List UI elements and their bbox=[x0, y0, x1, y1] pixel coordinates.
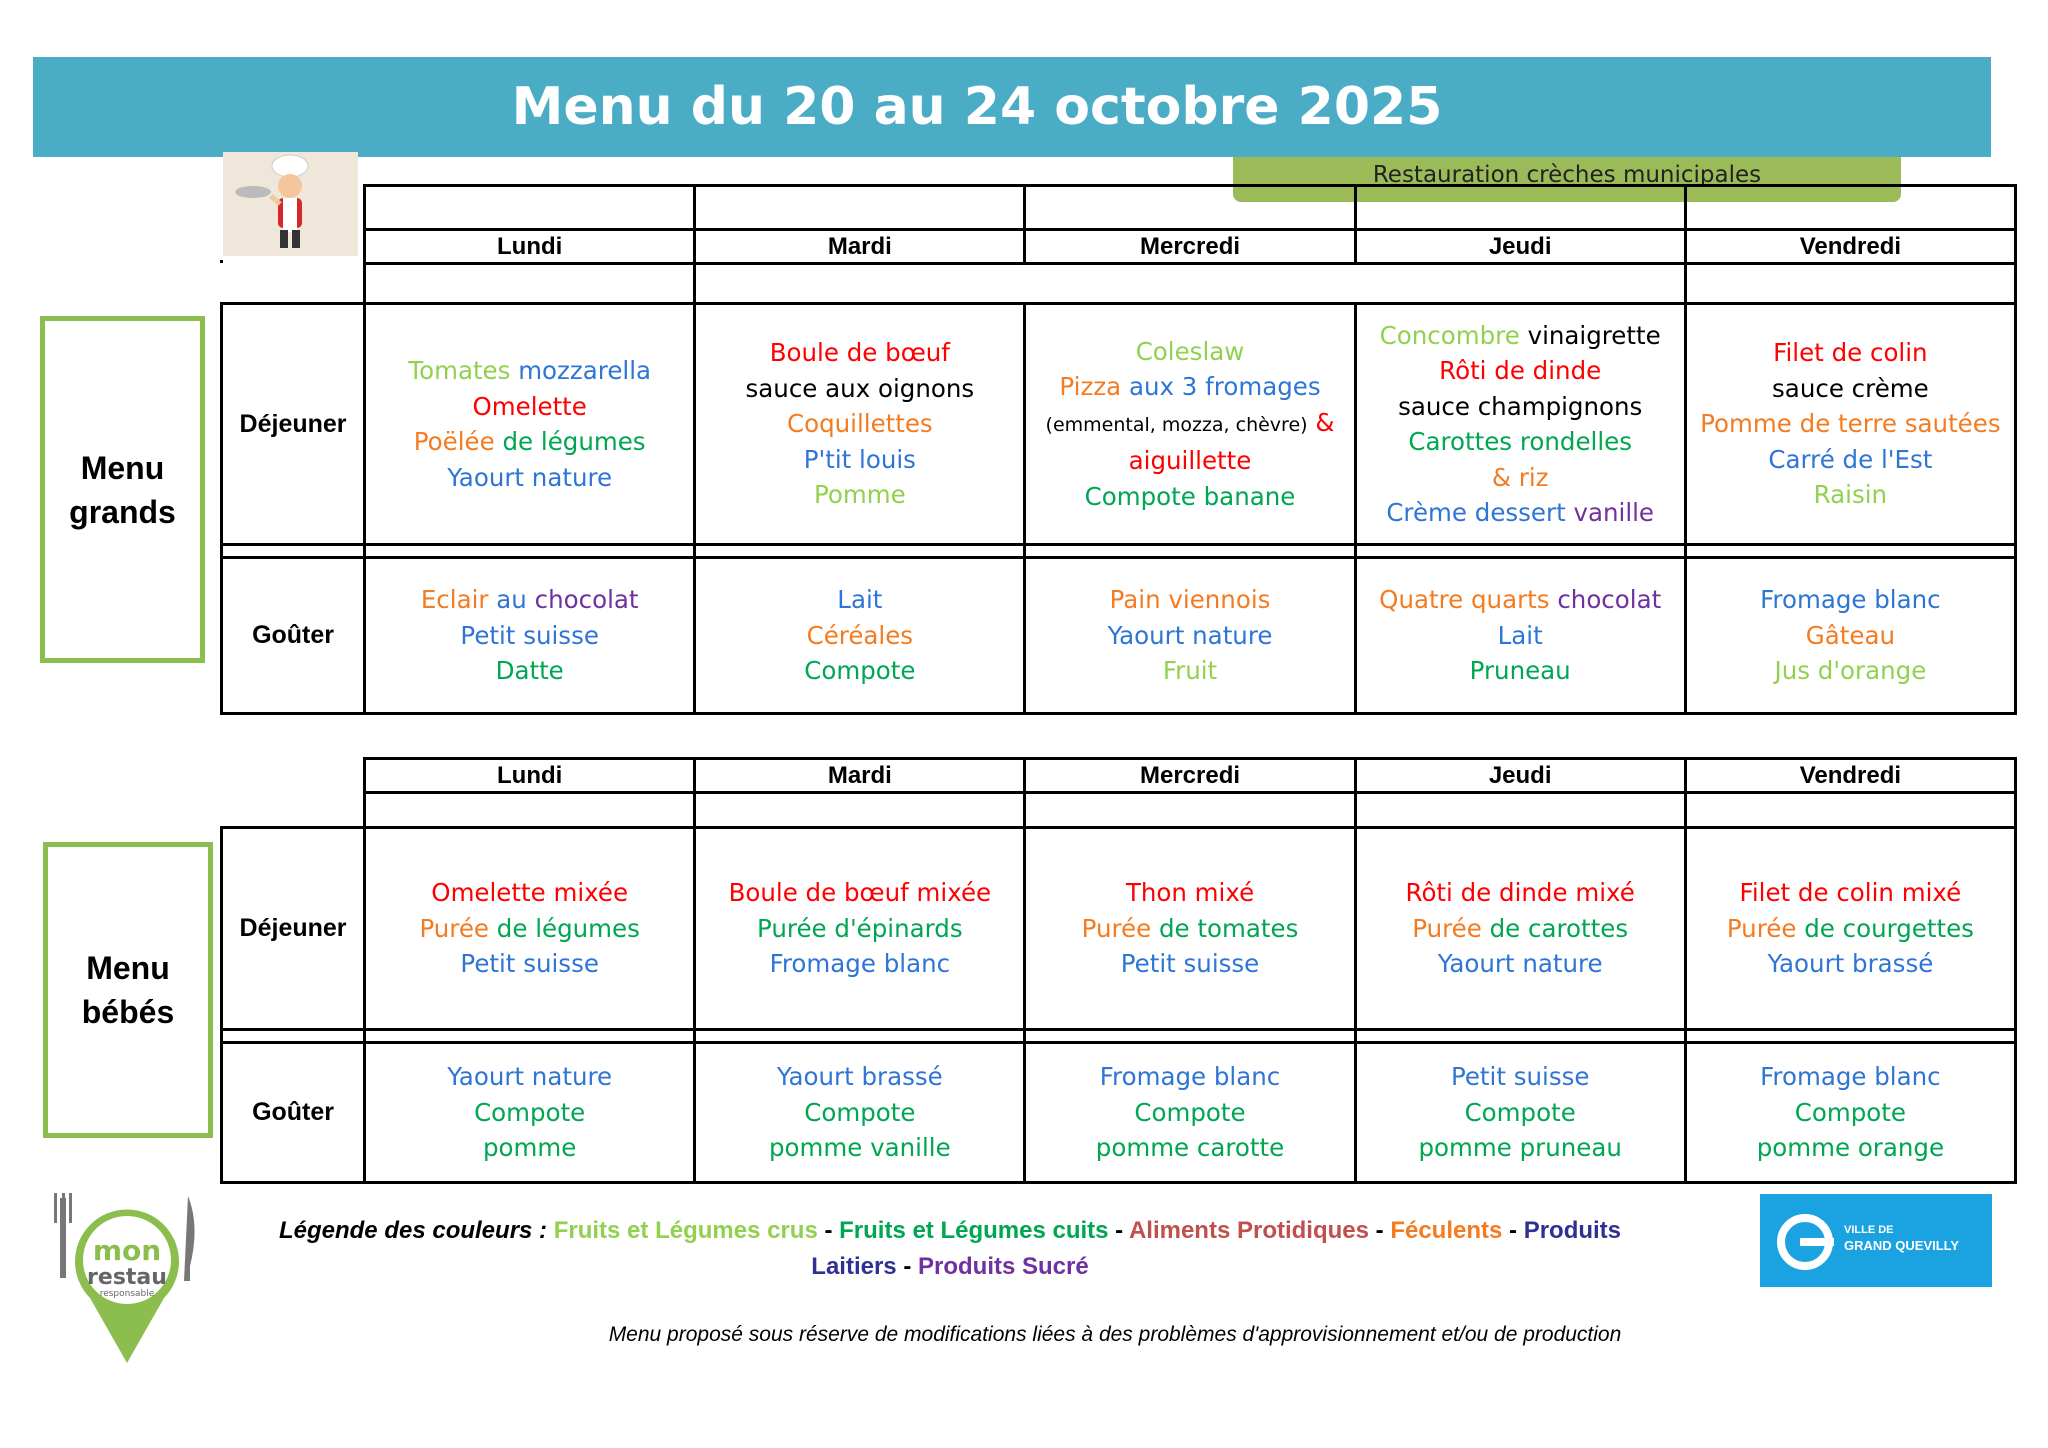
day-header-row bbox=[222, 759, 2016, 793]
menu-item-text: Lait bbox=[1497, 620, 1543, 650]
menu-item-text: Produits bbox=[1523, 1217, 1622, 1244]
menu-item-text: Boule de bœuf bbox=[769, 338, 950, 368]
menu-item-text: Tomates bbox=[408, 356, 511, 385]
menu-item-text: pomme orange bbox=[1756, 1133, 1945, 1163]
menu-item-text: Compote banane bbox=[1084, 481, 1296, 511]
day-header: Lundi bbox=[365, 230, 695, 264]
menu-item-text: Thon mixé bbox=[1125, 878, 1255, 908]
day-header: Mercredi bbox=[1025, 759, 1355, 793]
menu-cell bbox=[1025, 558, 1355, 714]
menu-item-text: Aliments Protidiques bbox=[1128, 1217, 1369, 1244]
menu-item-text: de courgettes bbox=[1796, 913, 1974, 943]
menu-item-text: aiguillette bbox=[1128, 446, 1252, 476]
menu-cell bbox=[365, 558, 695, 714]
gouter-label: Goûter bbox=[222, 558, 365, 714]
subtitle-tab: Restauration crèches municipales bbox=[1233, 157, 1901, 202]
day-header: Vendredi bbox=[1685, 230, 2015, 264]
menu-grands-label-1: Menu bbox=[80, 449, 165, 486]
menu-item-text: Purée d'épinards bbox=[757, 913, 963, 943]
menu-cell bbox=[1685, 304, 2015, 545]
menu-item-text: Céréales bbox=[806, 620, 914, 650]
menu-item-text: Yaourt nature bbox=[447, 462, 613, 492]
day-header: Lundi bbox=[365, 759, 695, 793]
menu-item-text: Fruits et Légumes cuits bbox=[839, 1217, 1109, 1244]
menu-item-text: Fromage blanc bbox=[1760, 1062, 1941, 1092]
menu-bebes-table bbox=[220, 757, 2017, 1184]
menu-item-text: mozzarella bbox=[510, 356, 652, 385]
menu-item-text: Jus d'orange bbox=[1774, 656, 1927, 686]
day-header-row bbox=[222, 230, 2016, 264]
menu-grands-box bbox=[40, 316, 205, 663]
menu-item-text: Petit suisse bbox=[1120, 949, 1260, 979]
menu-item-text: - bbox=[1108, 1217, 1129, 1244]
menu-item-text: Yaourt brassé bbox=[1767, 949, 1934, 979]
menu-item-text: vanille bbox=[1565, 498, 1655, 527]
menu-item-text: Petit suisse bbox=[1450, 1062, 1590, 1092]
menu-item-text: Pain viennois bbox=[1109, 585, 1271, 615]
menu-item-text: choc bbox=[534, 585, 593, 615]
menu-grands-label-2: grands bbox=[69, 493, 176, 530]
menu-item-text: P'tit louis bbox=[803, 444, 916, 474]
menu-item-text: Compote bbox=[1134, 1097, 1246, 1127]
menu-item-text: Poëlée bbox=[413, 427, 495, 456]
menu-item-text: Féculents bbox=[1390, 1217, 1503, 1244]
menu-item-text: - bbox=[1369, 1217, 1391, 1244]
menu-item-text: Carré de l'Est bbox=[1768, 444, 1933, 474]
gouter-row bbox=[222, 558, 2016, 714]
menu-item-text: de carottes bbox=[1481, 913, 1629, 943]
legend-title: Légende des couleurs : bbox=[278, 1217, 548, 1244]
day-header: Mardi bbox=[695, 759, 1025, 793]
menu-cell bbox=[1685, 828, 2015, 1030]
menu-cell bbox=[1355, 558, 1685, 714]
menu-item-text: & riz bbox=[1491, 462, 1549, 492]
legend-items bbox=[554, 1217, 1621, 1280]
menu-item-text: sauce aux oignons bbox=[745, 373, 975, 403]
menu-item-text: Boule de bœuf mixée bbox=[728, 878, 992, 908]
menu-item-text: de tomates bbox=[1151, 913, 1299, 943]
logo-right-line1: VILLE DE bbox=[1844, 1224, 1894, 1236]
grand-quevilly-logo bbox=[1760, 1194, 1992, 1287]
menu-cell bbox=[1355, 828, 1685, 1030]
menu-cell bbox=[695, 1043, 1025, 1183]
dejeuner-row bbox=[222, 828, 2016, 1030]
menu-cell bbox=[1025, 828, 1355, 1030]
menu-item-text: Carottes rondelles bbox=[1408, 427, 1632, 456]
menu-item-text: chocolat bbox=[1549, 585, 1662, 615]
menu-cell bbox=[1685, 558, 2015, 714]
menu-cell bbox=[1685, 1043, 2015, 1183]
menu-bebes-box bbox=[43, 842, 213, 1138]
menu-item-text: Pizza bbox=[1059, 372, 1122, 402]
menu-item-text: Fromage blanc bbox=[769, 949, 951, 979]
dejeuner-label: Déjeuner bbox=[222, 828, 365, 1030]
menu-item-text: Pomme de terre sautées bbox=[1700, 409, 2001, 439]
menu-item-text: Eclair bbox=[420, 585, 489, 615]
menu-item-text: - bbox=[817, 1217, 840, 1244]
menu-cell bbox=[365, 828, 695, 1030]
menu-item-text: Fromage blanc bbox=[1099, 1062, 1281, 1092]
menu-item-text: Coquillettes bbox=[786, 409, 933, 439]
menu-item-text: Rôti de dinde mixé bbox=[1405, 878, 1635, 908]
menu-item-text: Fruits et Légumes crus bbox=[553, 1217, 818, 1244]
day-header: Jeudi bbox=[1355, 230, 1685, 264]
menu-item-text: & bbox=[1307, 407, 1335, 437]
day-header: Vendredi bbox=[1685, 759, 2015, 793]
menu-item-text: Rôti de dinde bbox=[1439, 356, 1602, 385]
menu-cell bbox=[1355, 304, 1685, 545]
menu-item-text: Purée bbox=[1726, 913, 1797, 943]
menu-item-text: Concombre bbox=[1379, 320, 1520, 350]
disclaimer-note: Menu proposé sous réserve de modifications liées à des problèmes d'approvisionnement et/ou de production bbox=[608, 1323, 1622, 1346]
gouter-row bbox=[222, 1043, 2016, 1183]
menu-item-text: pomme carotte bbox=[1095, 1133, 1285, 1163]
menu-item-text: Purée bbox=[419, 913, 489, 943]
menu-item-text: aux 3 fromages bbox=[1121, 372, 1321, 402]
menu-cell bbox=[365, 1043, 695, 1183]
menu-item-text: Compote bbox=[474, 1097, 586, 1127]
menu-cell bbox=[365, 304, 695, 545]
menu-item-text: - bbox=[1502, 1217, 1524, 1244]
day-header: Mercredi bbox=[1025, 230, 1355, 264]
menu-item-text: Yaourt nature bbox=[1107, 620, 1273, 650]
logo-right-line2: GRAND QUEVILLY bbox=[1844, 1238, 1960, 1253]
menu-item-text: (emmental, mozza, chèvre) bbox=[1045, 413, 1308, 436]
menu-item-text: Compote bbox=[804, 1097, 916, 1127]
menu-item-text: Yaourt nature bbox=[1437, 949, 1603, 979]
menu-item-text: Pruneau bbox=[1469, 656, 1571, 686]
mon-restau-logo bbox=[52, 1188, 202, 1363]
menu-item-text: Compote bbox=[1794, 1097, 1906, 1127]
menu-item-text: Compote bbox=[1464, 1097, 1576, 1127]
menu-item-text: Pomme bbox=[813, 480, 906, 510]
menu-cell bbox=[1355, 1043, 1685, 1183]
menu-bebes-label-2: bébés bbox=[81, 994, 175, 1030]
menu-item-text: Purée bbox=[1412, 913, 1482, 943]
menu-cell bbox=[695, 828, 1025, 1030]
menu-item-text: Laitiers bbox=[811, 1253, 897, 1280]
menu-item-text: Compote bbox=[804, 656, 916, 686]
title-banner bbox=[33, 57, 1991, 157]
menu-item-text: Produits Sucré bbox=[917, 1253, 1089, 1280]
menu-item-text: au bbox=[488, 585, 535, 615]
menu-item-text: Yaourt nature bbox=[447, 1062, 613, 1092]
logo-left-line1: mon bbox=[92, 1234, 162, 1267]
day-header: Mardi bbox=[695, 230, 1025, 264]
menu-item-text: vinaigrette bbox=[1519, 320, 1661, 350]
gouter-label: Goûter bbox=[222, 1043, 365, 1183]
menu-item-text: Lait bbox=[837, 585, 883, 615]
menu-item-text: pomme bbox=[482, 1133, 577, 1163]
menu-item-text: Yaourt brassé bbox=[776, 1062, 943, 1092]
menu-item-text: Quatre quarts bbox=[1379, 585, 1550, 615]
menu-cell bbox=[695, 304, 1025, 545]
menu-item-text: Filet de colin mixé bbox=[1739, 878, 1962, 908]
dejeuner-label: Déjeuner bbox=[222, 304, 365, 545]
menu-item-text: Raisin bbox=[1813, 480, 1888, 510]
menu-item-text: pomme vanille bbox=[769, 1133, 951, 1163]
dejeuner-row bbox=[222, 304, 2016, 545]
menu-item-text: - bbox=[896, 1253, 918, 1280]
color-legend bbox=[230, 1213, 1670, 1285]
menu-item-text: Coleslaw bbox=[1135, 336, 1245, 366]
menu-item-text: Fruit bbox=[1162, 656, 1218, 686]
menu-item-text: de légumes bbox=[489, 913, 640, 943]
menu-item-text: olat bbox=[592, 585, 639, 615]
menu-item-text: Gâteau bbox=[1805, 620, 1895, 650]
menu-item-text: Filet de colin bbox=[1773, 338, 1928, 368]
menu-cell bbox=[1025, 1043, 1355, 1183]
menu-item-text: Crème dessert bbox=[1386, 498, 1566, 527]
menu-bebes-label-1: Menu bbox=[86, 950, 170, 986]
logo-left-line2: restau bbox=[87, 1265, 167, 1290]
menu-item-text: Petit suisse bbox=[460, 949, 599, 979]
menu-item-text: Omelette mixée bbox=[431, 878, 629, 908]
menu-item-text: sauce crème bbox=[1772, 373, 1929, 403]
page-title: Menu du 20 au 24 octobre 2025 bbox=[511, 77, 1443, 137]
menu-item-text: Datte bbox=[495, 656, 564, 686]
menu-grands-table bbox=[220, 184, 2017, 715]
menu-item-text: pomme pruneau bbox=[1418, 1133, 1622, 1163]
menu-cell bbox=[695, 558, 1025, 714]
menu-item-text: Omelette bbox=[472, 391, 587, 421]
menu-item-text: Fromage blanc bbox=[1760, 585, 1941, 615]
logo-left-line3: responsable bbox=[99, 1289, 155, 1299]
menu-item-text: Petit suisse bbox=[460, 620, 599, 650]
menu-item-text: de légumes bbox=[494, 427, 646, 456]
menu-item-text: Purée bbox=[1081, 913, 1152, 943]
menu-item-text: sauce champignons bbox=[1398, 391, 1643, 421]
day-header: Jeudi bbox=[1355, 759, 1685, 793]
menu-cell bbox=[1025, 304, 1355, 545]
